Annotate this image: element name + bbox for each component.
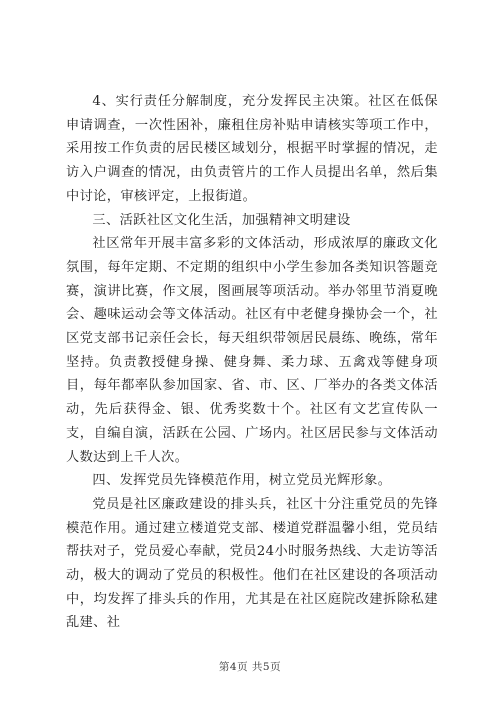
section-heading-culture: 三、活跃社区文化生活，加强精神文明建设 [92,212,351,228]
section-heading-party-members: 四、发挥党员先锋模范作用，树立党员光辉形象。 [92,473,392,489]
paragraph-culture-activities: 社区常年开展丰富多彩的文体活动，形成浓厚的廉政文化氛围，每年定期、不定期的组织中小学生参加各类知识答题竞赛，演讲比赛，作文展，图画展等项活动。举办邻里节消夏晚会、趣味运动会等文体活动。社区有中老健身操协会一个，社区党支部书记亲任会长，每天组织带领居民晨练、晚练，常年坚持。负责教授健身操、健身舞、柔力球、五禽戏等健身项目，每年都率队参加国家、省、市、区、厂举办的各类文体活动，先后获得金、银、优秀奖数十个。社区有文艺宣传队一支，自编自演，活跃在公园、广场内。社区居民参与文体活动人数达到上千人次。 [66,236,438,465]
paragraph-responsibility-system: 4、实行责任分解制度，充分发挥民主决策。社区在低保申请调查，一次性困补，廉租住房补贴申请核实等项工作中，采用按工作负责的居民楼区域划分，根据平时掌握的情况，走访入户调查的情况，由负责管片的工作人员提出名单，然后集中讨论，审核评定，上报街道。 [66,94,438,204]
document-body [66,90,438,635]
page-number-footer: 第4页 共5页 [218,661,282,673]
paragraph-party-members: 党员是社区廉政建设的排头兵，社区十分注重党员的先锋模范作用。通过建立楼道党支部、楼道党群温馨小组，党员结帮扶对子，党员爱心奉献，党员24小时服务热线、大走访等活动，极大的调动了党员的积极性。他们在社区建设的各项活动中，均发挥了排头兵的作用，尤其是在社区庭院改建拆除私建乱建、社 [66,496,438,631]
